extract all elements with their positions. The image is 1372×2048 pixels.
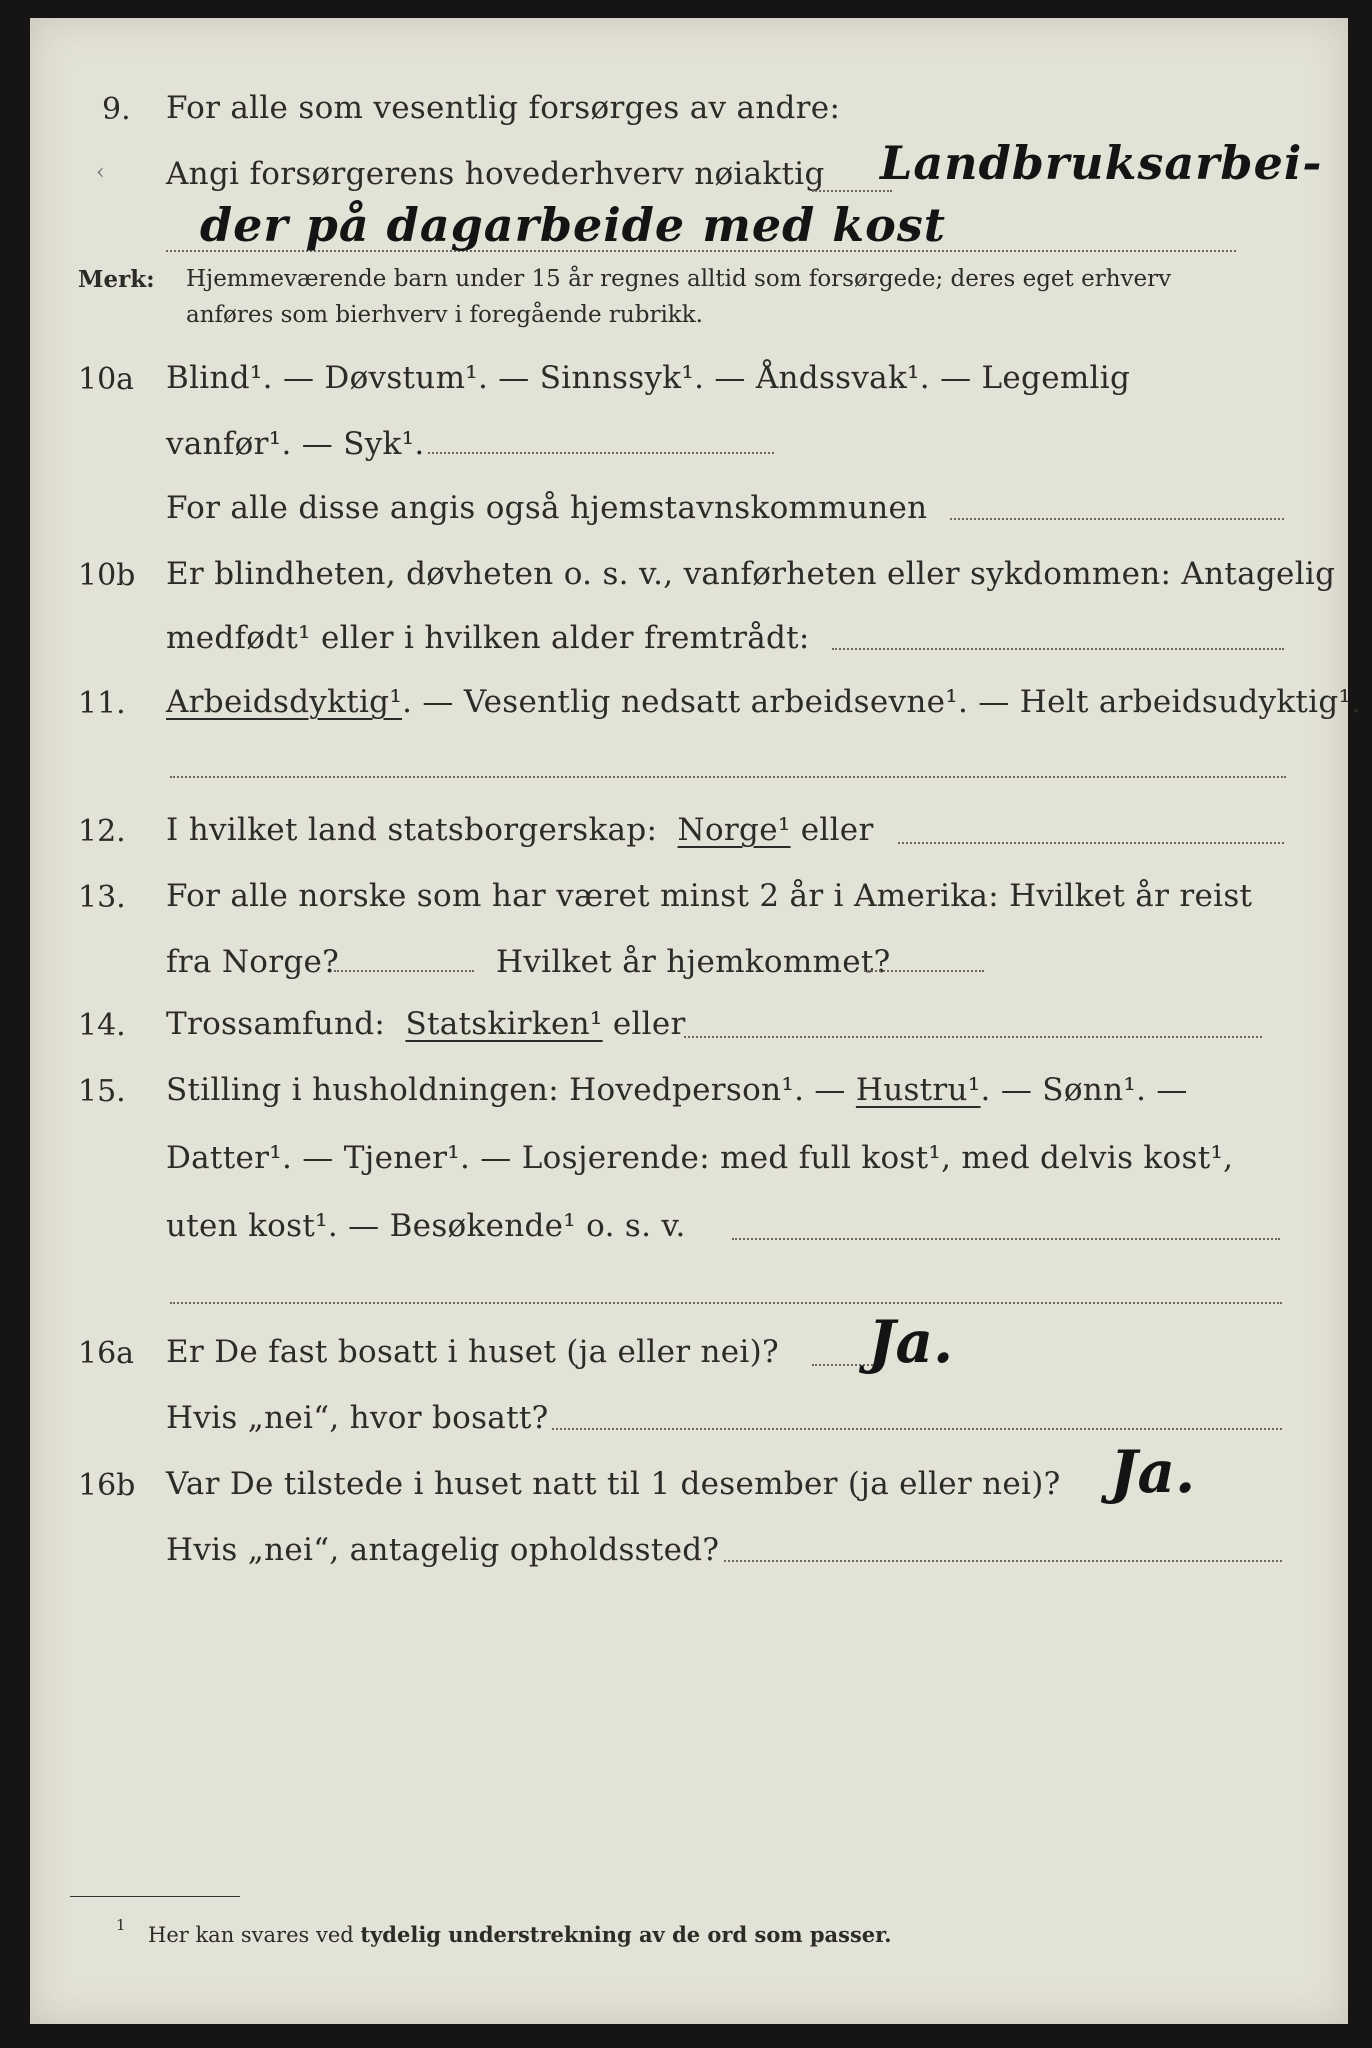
q10b-fill-line — [832, 648, 1284, 650]
q15-line1-start: Stilling i husholdningen: Hovedperson¹. — — [166, 1072, 846, 1108]
q13-line1: For alle norske som har været minst 2 år i Amerika: Hvilket år reist — [166, 878, 1253, 914]
question-number: 15. — [78, 1074, 126, 1109]
q16a-line1: Er De fast bosatt i huset (ja eller nei)? — [166, 1334, 779, 1370]
q13-fill-line-2 — [864, 970, 984, 972]
q12-underlined-option: Norge¹ — [677, 812, 791, 848]
q9-handwritten-answer-2: der på dagarbeide med kost — [200, 198, 947, 252]
question-number: 13. — [78, 880, 126, 915]
footnote-plain: Her kan svares ved — [148, 1923, 354, 1947]
q15-line3: uten kost¹. — Besøkende¹ o. s. v. — [166, 1208, 686, 1244]
note-label: Merk: — [78, 266, 155, 293]
q13-line2a: fra Norge? — [166, 944, 340, 980]
q15-line1 — [166, 1072, 1188, 1108]
footnote-bold: tydelig understrekning av de ord som passer. — [360, 1922, 892, 1947]
q16b-line1: Var De tilstede i huset natt til 1 desember (ja eller nei)? — [166, 1466, 1061, 1502]
question-number: 11. — [78, 686, 126, 721]
q16a-handwritten-answer: Ja. — [868, 1308, 954, 1376]
q10a-line3: For alle disse angis også hjemstavnskommunen — [166, 490, 928, 526]
q12-question: I hvilket land statsborgerskap: — [166, 812, 658, 848]
question-number: 14. — [78, 1008, 126, 1043]
question-number: 9. — [102, 92, 131, 127]
question-number: 16b — [78, 1468, 136, 1503]
q12-text — [166, 812, 874, 848]
question-number: 10b — [78, 558, 136, 593]
q14-text — [166, 1006, 686, 1042]
q10b-line1: Er blindheten, døvheten o. s. v., vanførheten eller sykdommen: Antagelig — [166, 556, 1336, 592]
q12-fill-line — [898, 842, 1284, 844]
q10a-line2: vanfør¹. — Syk¹. — [166, 426, 425, 462]
q15-underlined-option: Hustru¹ — [855, 1072, 981, 1108]
q11-rest: . — Vesentlig nedsatt arbeidsevne¹. — Helt arbeidsudyktig¹. — [402, 684, 1362, 720]
margin-mark: ‹ — [96, 160, 105, 185]
q9-line2: Angi forsørgerens hovederhverv nøiaktig — [166, 156, 825, 192]
q12-or: eller — [800, 812, 874, 848]
note-line2: anføres som bierhverv i foregående rubrikk. — [186, 302, 703, 328]
q10b-line2: medfødt¹ eller i hvilken alder fremtrådt: — [166, 620, 810, 656]
note-line1: Hjemmeværende barn under 15 år regnes alltid som forsørgede; deres eget erhverv — [186, 266, 1172, 292]
q16b-line2: Hvis „nei“, antagelig opholdssted? — [166, 1532, 720, 1568]
census-form-page — [30, 18, 1362, 2024]
footnote-rule — [70, 1896, 240, 1897]
q14-or: eller — [612, 1006, 686, 1042]
footnote-text — [148, 1922, 892, 1947]
q13-fill-line-1 — [334, 970, 474, 972]
q13-line2b: Hvilket år hjemkommet? — [496, 944, 891, 980]
q16b-handwritten-answer: Ja. — [1110, 1438, 1196, 1506]
q11-underlined-option: Arbeidsdyktig¹ — [166, 684, 403, 720]
q10a-fill-line-1 — [428, 452, 774, 454]
q9-handwritten-answer-1: Landbruksarbei- — [880, 136, 1323, 190]
question-number: 12. — [78, 814, 126, 849]
question-number: 10a — [78, 362, 135, 397]
q16a-fill-line-2 — [552, 1428, 1282, 1430]
q10a-fill-line-2 — [950, 518, 1284, 520]
q15-fill-line-2 — [170, 1302, 1282, 1304]
q11-text — [166, 684, 1361, 720]
q15-line2: Datter¹. — Tjener¹. — Losjerende: med full kost¹, med delvis kost¹, — [166, 1140, 1234, 1176]
q10a-line1: Blind¹. — Døvstum¹. — Sinnssyk¹. — Åndssvak¹. — Legemlig — [166, 360, 1131, 396]
q16a-line2: Hvis „nei“, hvor bosatt? — [166, 1400, 549, 1436]
q16b-fill-line — [724, 1560, 1282, 1562]
q15-line1-end: . — Sønn¹. — — [980, 1072, 1188, 1108]
q14-question: Trossamfund: — [166, 1006, 386, 1042]
q14-fill-line — [684, 1036, 1262, 1038]
q9-line1: For alle som vesentlig forsørges av andre: — [166, 90, 841, 126]
footnote-marker: 1 — [116, 1916, 126, 1934]
q15-fill-line-1 — [732, 1238, 1280, 1240]
q16a-fill-line-1 — [812, 1364, 876, 1366]
question-number: 16a — [78, 1336, 135, 1371]
q11-fill-line — [170, 776, 1286, 778]
q14-underlined-option: Statskirken¹ — [405, 1006, 603, 1042]
q9-fill-line-1 — [812, 190, 892, 192]
